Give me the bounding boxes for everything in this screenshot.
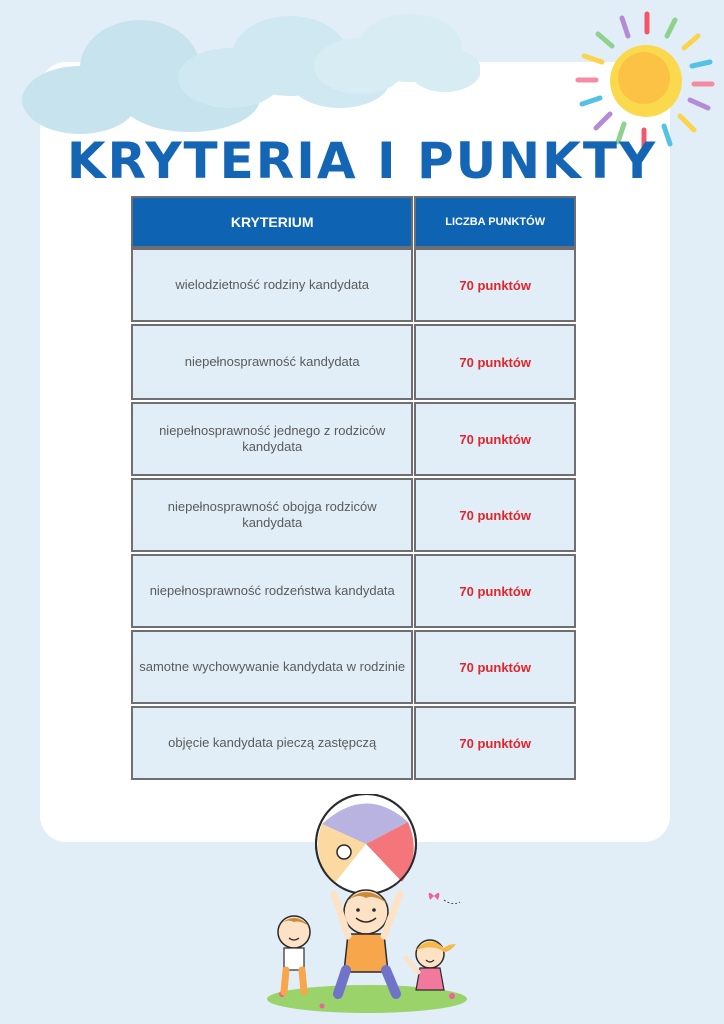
criterion-cell: niepełnosprawność jednego z rodziców kandydata [131, 402, 413, 476]
table-row [131, 706, 576, 780]
page-title: KRYTERIA I PUNKTY [66, 132, 658, 190]
table-row [131, 554, 576, 628]
table-row [131, 248, 576, 322]
points-cell: 70 punktów [414, 402, 576, 476]
table-row [131, 402, 576, 476]
criterion-cell: samotne wychowywanie kandydata w rodzinie [131, 630, 413, 704]
points-cell: 70 punktów [414, 248, 576, 322]
points-cell: 70 punktów [414, 324, 576, 400]
header-criterion: KRYTERIUM [131, 196, 413, 248]
children-with-beach-ball-illustration [262, 794, 482, 1019]
criterion-cell: niepełnosprawność rodzeństwa kandydata [131, 554, 413, 628]
points-cell: 70 punktów [414, 706, 576, 780]
criterion-cell: objęcie kandydata pieczą zastępczą [131, 706, 413, 780]
cloud-icon [20, 8, 480, 138]
criterion-cell: wielodzietność rodziny kandydata [131, 248, 413, 322]
table-row [131, 324, 576, 400]
criterion-cell: niepełnosprawność kandydata [131, 324, 413, 400]
criterion-cell: niepełnosprawność obojga rodziców kandydata [131, 478, 413, 552]
points-cell: 70 punktów [414, 630, 576, 704]
points-cell: 70 punktów [414, 478, 576, 552]
table-row [131, 630, 576, 704]
points-cell: 70 punktów [414, 554, 576, 628]
table-header-row [131, 196, 576, 248]
criteria-table [131, 196, 576, 780]
header-points: LICZBA PUNKTÓW [414, 196, 576, 248]
table-row [131, 478, 576, 552]
